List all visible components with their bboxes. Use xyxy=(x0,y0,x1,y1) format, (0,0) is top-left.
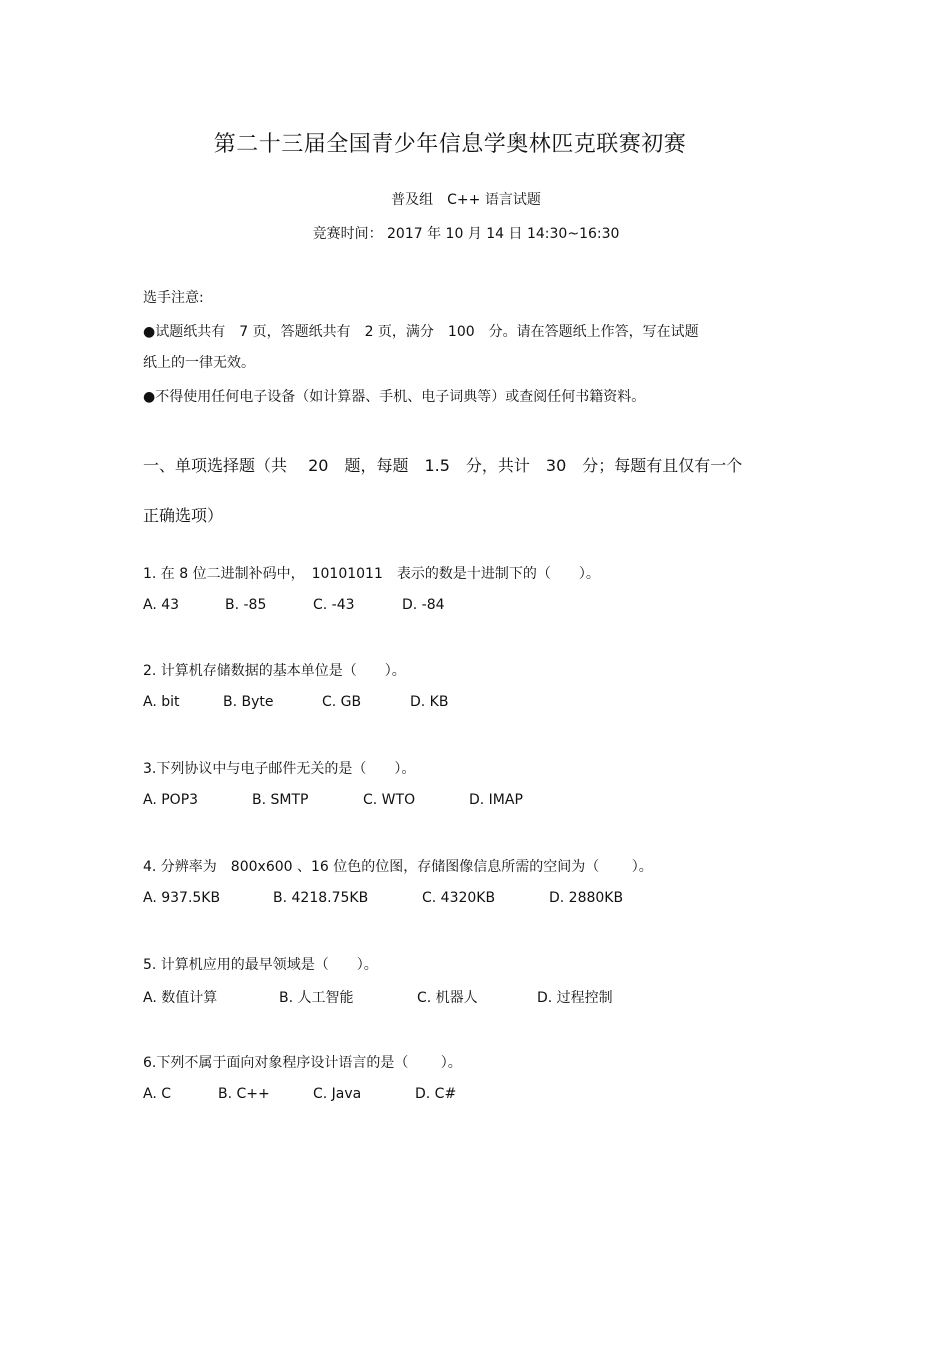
question-3-option-c: C. WTO xyxy=(363,792,416,808)
note-item-2: ●不得使用任何电子设备（如计算器、手机、电子词典等）或查阅任何书籍资料。 xyxy=(143,389,646,405)
question-4-stem: 4. 分辨率为 800x600 、16 位色的位图，存储图像信息所需的空间为（ ）。 xyxy=(143,859,653,875)
question-1-option-b: B. -85 xyxy=(225,597,267,613)
question-6-stem: 6.下列不属于面向对象程序设计语言的是（ ）。 xyxy=(143,1055,462,1071)
question-1-stem: 1. 在 8 位二进制补码中， 10101011 表示的数是十进制下的（ ）。 xyxy=(143,566,600,582)
exam-time: 竞赛时间： 2017 年 10 月 14 日 14:30~16:30 xyxy=(312,226,620,242)
section-heading-line-2: 正确选项） xyxy=(143,506,224,525)
question-4-option-d: D. 2880KB xyxy=(549,890,624,906)
question-4-option-a: A. 937.5KB xyxy=(143,890,221,906)
question-4-option-b: B. 4218.75KB xyxy=(273,890,369,906)
question-3-option-b: B. SMTP xyxy=(252,792,309,808)
question-4-option-c: C. 4320KB xyxy=(422,890,496,906)
question-2-option-c: C. GB xyxy=(322,694,362,710)
notes-heading: 选手注意: xyxy=(143,290,204,306)
page-title: 第二十三届全国青少年信息学奥林匹克联赛初赛 xyxy=(213,132,687,157)
question-3-stem: 3.下列协议中与电子邮件无关的是（ ）。 xyxy=(143,761,416,777)
question-3-option-d: D. IMAP xyxy=(469,792,523,808)
question-6-option-a: A. C xyxy=(143,1086,172,1102)
exam-group-subtitle: 普及组 C++ 语言试题 xyxy=(391,192,541,208)
question-2-option-d: D. KB xyxy=(410,694,449,710)
question-5-option-d: D. 过程控制 xyxy=(537,990,613,1006)
question-3-option-a: A. POP3 xyxy=(143,792,199,808)
question-6-option-d: D. C# xyxy=(415,1086,457,1102)
question-1-option-c: C. -43 xyxy=(313,597,355,613)
question-6-option-c: C. Java xyxy=(313,1086,362,1102)
question-2-option-a: A. bit xyxy=(143,694,180,710)
question-1-option-d: D. -84 xyxy=(402,597,445,613)
question-5-option-a: A. 数值计算 xyxy=(143,990,218,1006)
question-2-option-b: B. Byte xyxy=(223,694,274,710)
question-5-stem: 5. 计算机应用的最早领域是（ ）。 xyxy=(143,957,378,973)
question-5-option-c: C. 机器人 xyxy=(417,990,478,1006)
note-item-1-line-1: ●试题纸共有 7 页，答题纸共有 2 页，满分 100 分。请在答题纸上作答，写在试题 xyxy=(143,324,699,340)
question-5-option-b: B. 人工智能 xyxy=(279,990,354,1006)
question-1-option-a: A. 43 xyxy=(143,597,180,613)
note-item-1-line-2: 纸上的一律无效。 xyxy=(143,355,255,371)
section-heading-line-1: 一、单项选择题（共 20 题，每题 1.5 分，共计 30 分；每题有且仅有一个 xyxy=(143,456,743,475)
question-2-stem: 2. 计算机存储数据的基本单位是（ ）。 xyxy=(143,663,406,679)
question-6-option-b: B. C++ xyxy=(218,1086,270,1102)
